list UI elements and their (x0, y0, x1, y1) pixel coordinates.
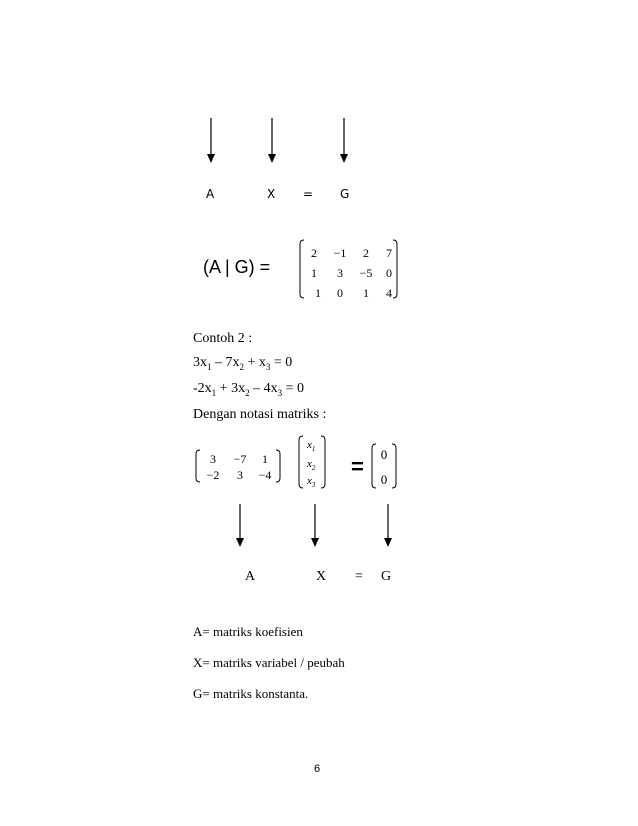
top-arrows (207, 118, 348, 163)
label-eq-bottom: = (355, 569, 363, 584)
label-x-bottom: X (316, 569, 327, 584)
arrowhead-g2 (384, 538, 392, 547)
matrix-cell: 0 (337, 286, 343, 300)
matrix-notation-note: Dengan notasi matriks : (193, 407, 327, 422)
matrix-cell: 2 (311, 246, 317, 260)
label-x-top: X (267, 187, 276, 201)
vector-g-entry: 0 (380, 472, 388, 487)
arrowhead-a (207, 154, 215, 163)
vector-x-entry: $x_2$ (307, 458, 316, 473)
vector-x-entry: $x_1$ (307, 439, 316, 454)
matrix-cell: 3 (210, 452, 216, 466)
vector-g-entry: 0 (380, 447, 388, 462)
definition-a: A= matriks koefisien (193, 624, 303, 639)
page-number: 6 (314, 763, 321, 775)
label-g-bottom: G (381, 569, 392, 584)
matrix-cell: −2 (206, 468, 220, 482)
matrix-cell: −5 (359, 266, 373, 280)
definition-x: X= matriks variabel / peubah (193, 655, 345, 670)
label-a-top: A (206, 187, 215, 201)
arrowhead-g (340, 154, 348, 163)
matrix-cell: 4 (386, 286, 392, 300)
matrix-cell: 1 (315, 286, 321, 300)
label-eq-top: = (303, 187, 314, 201)
matrix-cell: 1 (363, 286, 369, 300)
matrix-cell: −4 (258, 468, 272, 482)
vector-x-entry: $x_3$ (307, 475, 316, 490)
matrix-cell: −1 (333, 246, 347, 260)
matrix-cell: −7 (233, 452, 247, 466)
matrix-cell: 1 (262, 452, 268, 466)
augmented-label: (A | G) = (203, 257, 271, 277)
matrix-cell: 2 (363, 246, 369, 260)
label-a-bottom: A (245, 569, 256, 584)
equation-2: $-2x_1 + 3x_2 - 4x_3 = 0$ (193, 381, 304, 398)
arrowhead-x (268, 154, 276, 163)
example-title: Contoh 2 : (193, 331, 253, 346)
definition-g: G= matriks konstanta. (193, 686, 309, 701)
label-g-top: G (340, 187, 350, 201)
matrix-cell: 1 (311, 266, 317, 280)
matrix-cell: 7 (386, 246, 392, 260)
equals-sign: = (351, 454, 364, 479)
equation-1: $3x_1 - 7x_2 + x_3 = 0$ (193, 355, 293, 372)
matrix-cell: 3 (237, 468, 243, 482)
matrix-cell: 0 (386, 266, 392, 280)
arrowhead-x2 (311, 538, 319, 547)
bottom-arrows (236, 504, 392, 547)
matrix-cell: 3 (337, 266, 343, 280)
arrowhead-a2 (236, 538, 244, 547)
